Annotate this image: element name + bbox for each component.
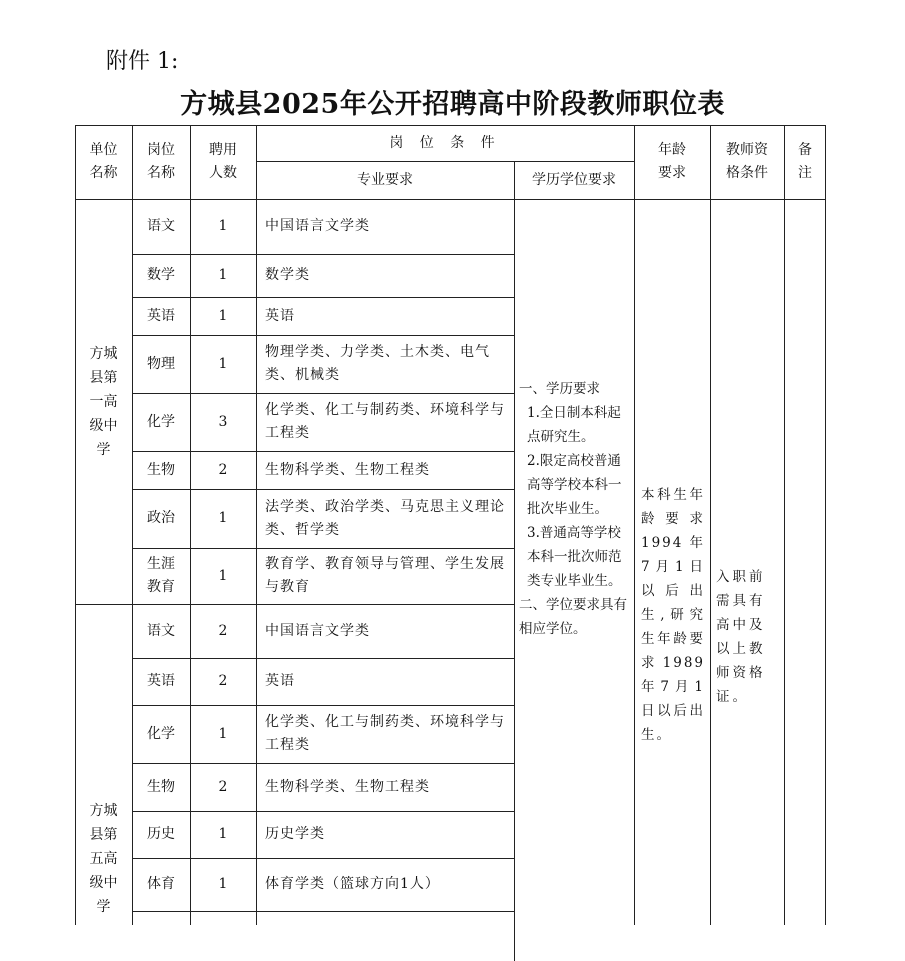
hire-count: 1 <box>218 218 228 234</box>
position-name: 语文 <box>147 218 175 234</box>
row-line <box>75 125 826 126</box>
position-name: 语文 <box>147 622 175 639</box>
position-name: 生物 <box>147 461 175 478</box>
hire-count: 1 <box>218 355 228 372</box>
row-line <box>132 911 514 912</box>
column-line <box>784 125 785 925</box>
hire-count: 2 <box>218 673 228 689</box>
row-line <box>132 658 514 659</box>
column-line <box>634 125 635 925</box>
header-conditions: 岗 位 条 件 <box>389 134 501 151</box>
hire-count: 3 <box>218 413 228 430</box>
row-line <box>132 858 514 859</box>
row-line <box>132 297 514 298</box>
column-line <box>190 125 191 925</box>
header-cert: 教师资 格条件 <box>726 142 768 181</box>
row-line <box>132 254 514 255</box>
hire-count: 2 <box>218 461 228 478</box>
column-line <box>710 125 711 925</box>
hire-count: 1 <box>218 510 228 526</box>
school-name <box>75 604 132 934</box>
hire-count: 1 <box>218 267 228 283</box>
position-name: 政治 <box>147 510 175 526</box>
major-requirement: 中国语言文学类 <box>265 218 370 234</box>
major-requirement: 化学类、化工与制药类、环境科学与工程类 <box>265 714 505 753</box>
position-name: 物理 <box>147 355 175 372</box>
hire-count: 2 <box>218 778 228 795</box>
position-name: 体育 <box>147 876 175 892</box>
row-line <box>132 393 514 394</box>
position-name: 历史 <box>147 826 175 842</box>
row-line <box>75 199 826 200</box>
school-name-text: 方城县第一高级中学 <box>89 345 118 458</box>
header-major: 专业要求 <box>357 171 413 188</box>
major-requirement: 法学类、政治学类、马克思主义理论类、哲学类 <box>265 498 505 538</box>
major-requirement: 英语 <box>265 673 295 689</box>
attachment-label: 附件 1: <box>106 49 179 74</box>
position-name: 化学 <box>147 413 175 430</box>
column-line <box>825 125 826 925</box>
position-name: 英语 <box>147 673 175 689</box>
position-table <box>75 125 826 925</box>
column-line <box>256 125 257 925</box>
header-position: 岗位 名称 <box>147 142 175 181</box>
school-name <box>75 199 132 604</box>
position-name: 生物 <box>147 778 175 795</box>
page-title: 方城县2025年公开招聘高中阶段教师职位表 <box>180 89 725 120</box>
hire-count: 1 <box>218 307 228 324</box>
row-line <box>132 548 514 549</box>
row-line <box>75 604 132 605</box>
position-name: 数学 <box>147 267 175 283</box>
major-requirement: 历史学类 <box>265 826 325 842</box>
education-requirements: 一、学历要求 1.全日制本科起点研究生。 2.限定高校普通高等学校本科一批次毕业生。 3.普通高等学校本科一批次师范类专业毕业生。 二、学位要求具有相应学位。 <box>519 381 627 637</box>
major-requirement: 化学类、化工与制药类、环境科学与工程类 <box>265 402 505 441</box>
hire-count: 2 <box>218 622 228 639</box>
header-education: 学历学位要求 <box>532 171 616 188</box>
row-line <box>132 335 514 336</box>
school-name-text: 方城县第五高级中学 <box>89 803 118 915</box>
row-line <box>132 705 514 706</box>
major-requirement: 教育学、教育领导与管理、学生发展与教育 <box>265 556 505 595</box>
column-line <box>132 125 133 925</box>
column-line <box>514 161 515 961</box>
row-line <box>132 604 514 605</box>
header-unit: 单位 名称 <box>89 142 118 181</box>
major-requirement: 英语 <box>265 307 295 324</box>
hire-count: 1 <box>218 876 228 892</box>
position-name: 英语 <box>147 307 175 324</box>
row-line <box>256 161 634 162</box>
row-line <box>132 763 514 764</box>
header-notes: 备 注 <box>798 142 812 181</box>
position-name: 化学 <box>147 725 175 742</box>
row-line <box>132 811 514 812</box>
row-line <box>132 451 514 452</box>
header-hires: 聘用 人数 <box>209 142 237 181</box>
major-requirement: 中国语言文学类 <box>265 622 370 639</box>
major-requirement: 物理学类、力学类、土木类、电气类、机械类 <box>265 344 490 383</box>
major-requirement: 数学类 <box>265 267 310 283</box>
cert-requirement: 入职前需具有高中及以上教师资格证。 <box>716 569 766 705</box>
header-age: 年龄 要求 <box>658 142 686 181</box>
major-requirement: 生物科学类、生物工程类 <box>265 461 430 478</box>
hire-count: 1 <box>218 826 228 842</box>
age-requirement: 本科生年龄要求1994年7月1日以后出生,研究生年龄要求1989年7月1日以后出生。 <box>641 487 705 743</box>
hire-count: 1 <box>218 725 228 742</box>
major-requirement: 体育学类（篮球方向1人） <box>265 876 440 892</box>
hire-count: 1 <box>218 567 228 584</box>
position-name: 生涯教育 <box>147 556 175 595</box>
major-requirement: 生物科学类、生物工程类 <box>265 778 430 795</box>
column-line <box>75 125 76 925</box>
row-line <box>132 489 514 490</box>
